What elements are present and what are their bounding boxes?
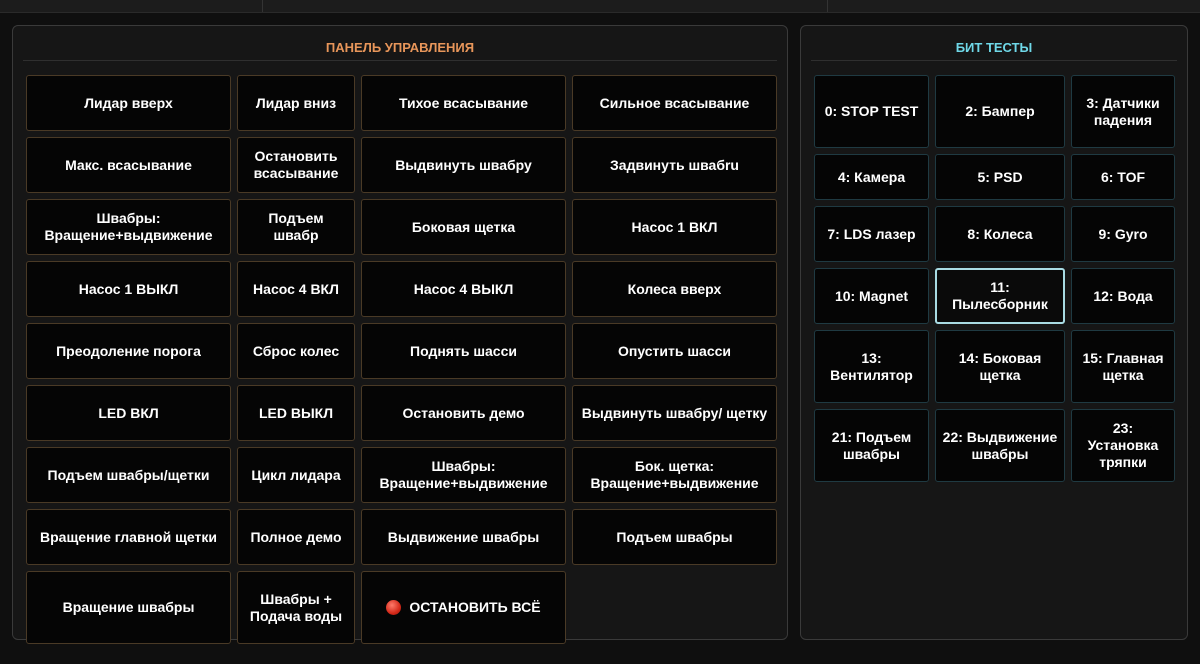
stop-all-label: ОСТАНОВИТЬ ВСЁ (409, 599, 541, 615)
lidar-cycle-button[interactable]: Цикл лидара (237, 447, 355, 503)
bit-tests-title: БИТ ТЕСТЫ (811, 38, 1177, 61)
test-gyro-button[interactable]: 9: Gyro (1071, 206, 1175, 262)
test-fan-button[interactable]: 13: Вентилятор (814, 330, 929, 403)
top-bar-divider (262, 0, 263, 12)
stop-suction-button[interactable]: Остановить всасывание (237, 137, 355, 193)
mops-rotate-extend-button-2[interactable]: Швабры: Вращение+выдвижение (361, 447, 566, 503)
test-stop-button[interactable]: 0: STOP TEST (814, 75, 929, 148)
stop-all-button[interactable] (361, 571, 566, 644)
top-bar (0, 0, 1200, 13)
quiet-suction-button[interactable]: Тихое всасывание (361, 75, 566, 131)
threshold-climb-button[interactable]: Преодоление порога (26, 323, 231, 379)
lidar-up-button[interactable]: Лидар вверх (26, 75, 231, 131)
control-panel-title: ПАНЕЛЬ УПРАВЛЕНИЯ (23, 38, 777, 61)
test-dustbin-button[interactable]: 11: Пылесборник (935, 268, 1065, 324)
test-bumper-button[interactable]: 2: Бампер (935, 75, 1065, 148)
test-lds-laser-button[interactable]: 7: LDS лазер (814, 206, 929, 262)
test-tof-button[interactable]: 6: TOF (1071, 154, 1175, 200)
pump-1-off-button[interactable]: Насос 1 ВЫКЛ (26, 261, 231, 317)
stop-demo-button[interactable]: Остановить демо (361, 385, 566, 441)
lift-mops-button[interactable]: Подъем швабр (237, 199, 355, 255)
lidar-down-button[interactable]: Лидар вниз (237, 75, 355, 131)
test-psd-button[interactable]: 5: PSD (935, 154, 1065, 200)
led-on-button[interactable]: LED ВКЛ (26, 385, 231, 441)
extend-mop-button[interactable]: Выдвинуть швабру (361, 137, 566, 193)
top-bar-divider (827, 0, 828, 12)
mops-water-supply-button[interactable]: Швабры + Подача воды (237, 571, 355, 644)
test-mop-lift-button[interactable]: 21: Подъем швабры (814, 409, 929, 482)
test-side-brush-button[interactable]: 14: Боковая щетка (935, 330, 1065, 403)
test-main-brush-button[interactable]: 15: Главная щетка (1071, 330, 1175, 403)
test-cliff-sensors-button[interactable]: 3: Датчики падения (1071, 75, 1175, 148)
test-camera-button[interactable]: 4: Камера (814, 154, 929, 200)
mop-rotation-button[interactable]: Вращение швабры (26, 571, 231, 644)
test-wheels-button[interactable]: 8: Колеса (935, 206, 1065, 262)
mops-rotate-extend-button[interactable]: Швабры: Вращение+выдвижение (26, 199, 231, 255)
pump-4-off-button[interactable]: Насос 4 ВЫКЛ (361, 261, 566, 317)
bit-tests-grid (814, 75, 1175, 482)
strong-suction-button[interactable]: Сильное всасывание (572, 75, 777, 131)
lower-chassis-button[interactable]: Опустить шасси (572, 323, 777, 379)
extend-mop-brush-button[interactable]: Выдвинуть швабру/ щетку (572, 385, 777, 441)
max-suction-button[interactable]: Макс. всасывание (26, 137, 231, 193)
reset-wheels-button[interactable]: Сброс колес (237, 323, 355, 379)
mop-lift-button[interactable]: Подъем швабры (572, 509, 777, 565)
led-off-button[interactable]: LED ВЫКЛ (237, 385, 355, 441)
wheels-up-button[interactable]: Колеса вверх (572, 261, 777, 317)
side-brush-button[interactable]: Боковая щетка (361, 199, 566, 255)
mop-extension-button[interactable]: Выдвижение швабры (361, 509, 566, 565)
pump-1-on-button[interactable]: Насос 1 ВКЛ (572, 199, 777, 255)
retract-mop-button[interactable]: Задвинуть швабru (572, 137, 777, 193)
control-panel (12, 25, 788, 640)
test-cloth-install-button[interactable]: 23: Установка тряпки (1071, 409, 1175, 482)
main-brush-rotation-button[interactable]: Вращение главной щетки (26, 509, 231, 565)
pump-4-on-button[interactable]: Насос 4 ВКЛ (237, 261, 355, 317)
bit-tests-panel (800, 25, 1188, 640)
control-buttons-grid (26, 75, 777, 644)
raise-chassis-button[interactable]: Поднять шасси (361, 323, 566, 379)
test-water-button[interactable]: 12: Вода (1071, 268, 1175, 324)
test-mop-extension-button[interactable]: 22: Выдвижение швабры (935, 409, 1065, 482)
full-demo-button[interactable]: Полное демо (237, 509, 355, 565)
side-brush-rotate-extend-button[interactable]: Бок. щетка: Вращение+выдвижение (572, 447, 777, 503)
test-magnet-button[interactable]: 10: Magnet (814, 268, 929, 324)
lift-mop-brush-button[interactable]: Подъем швабры/щетки (26, 447, 231, 503)
red-circle-icon (386, 600, 401, 615)
